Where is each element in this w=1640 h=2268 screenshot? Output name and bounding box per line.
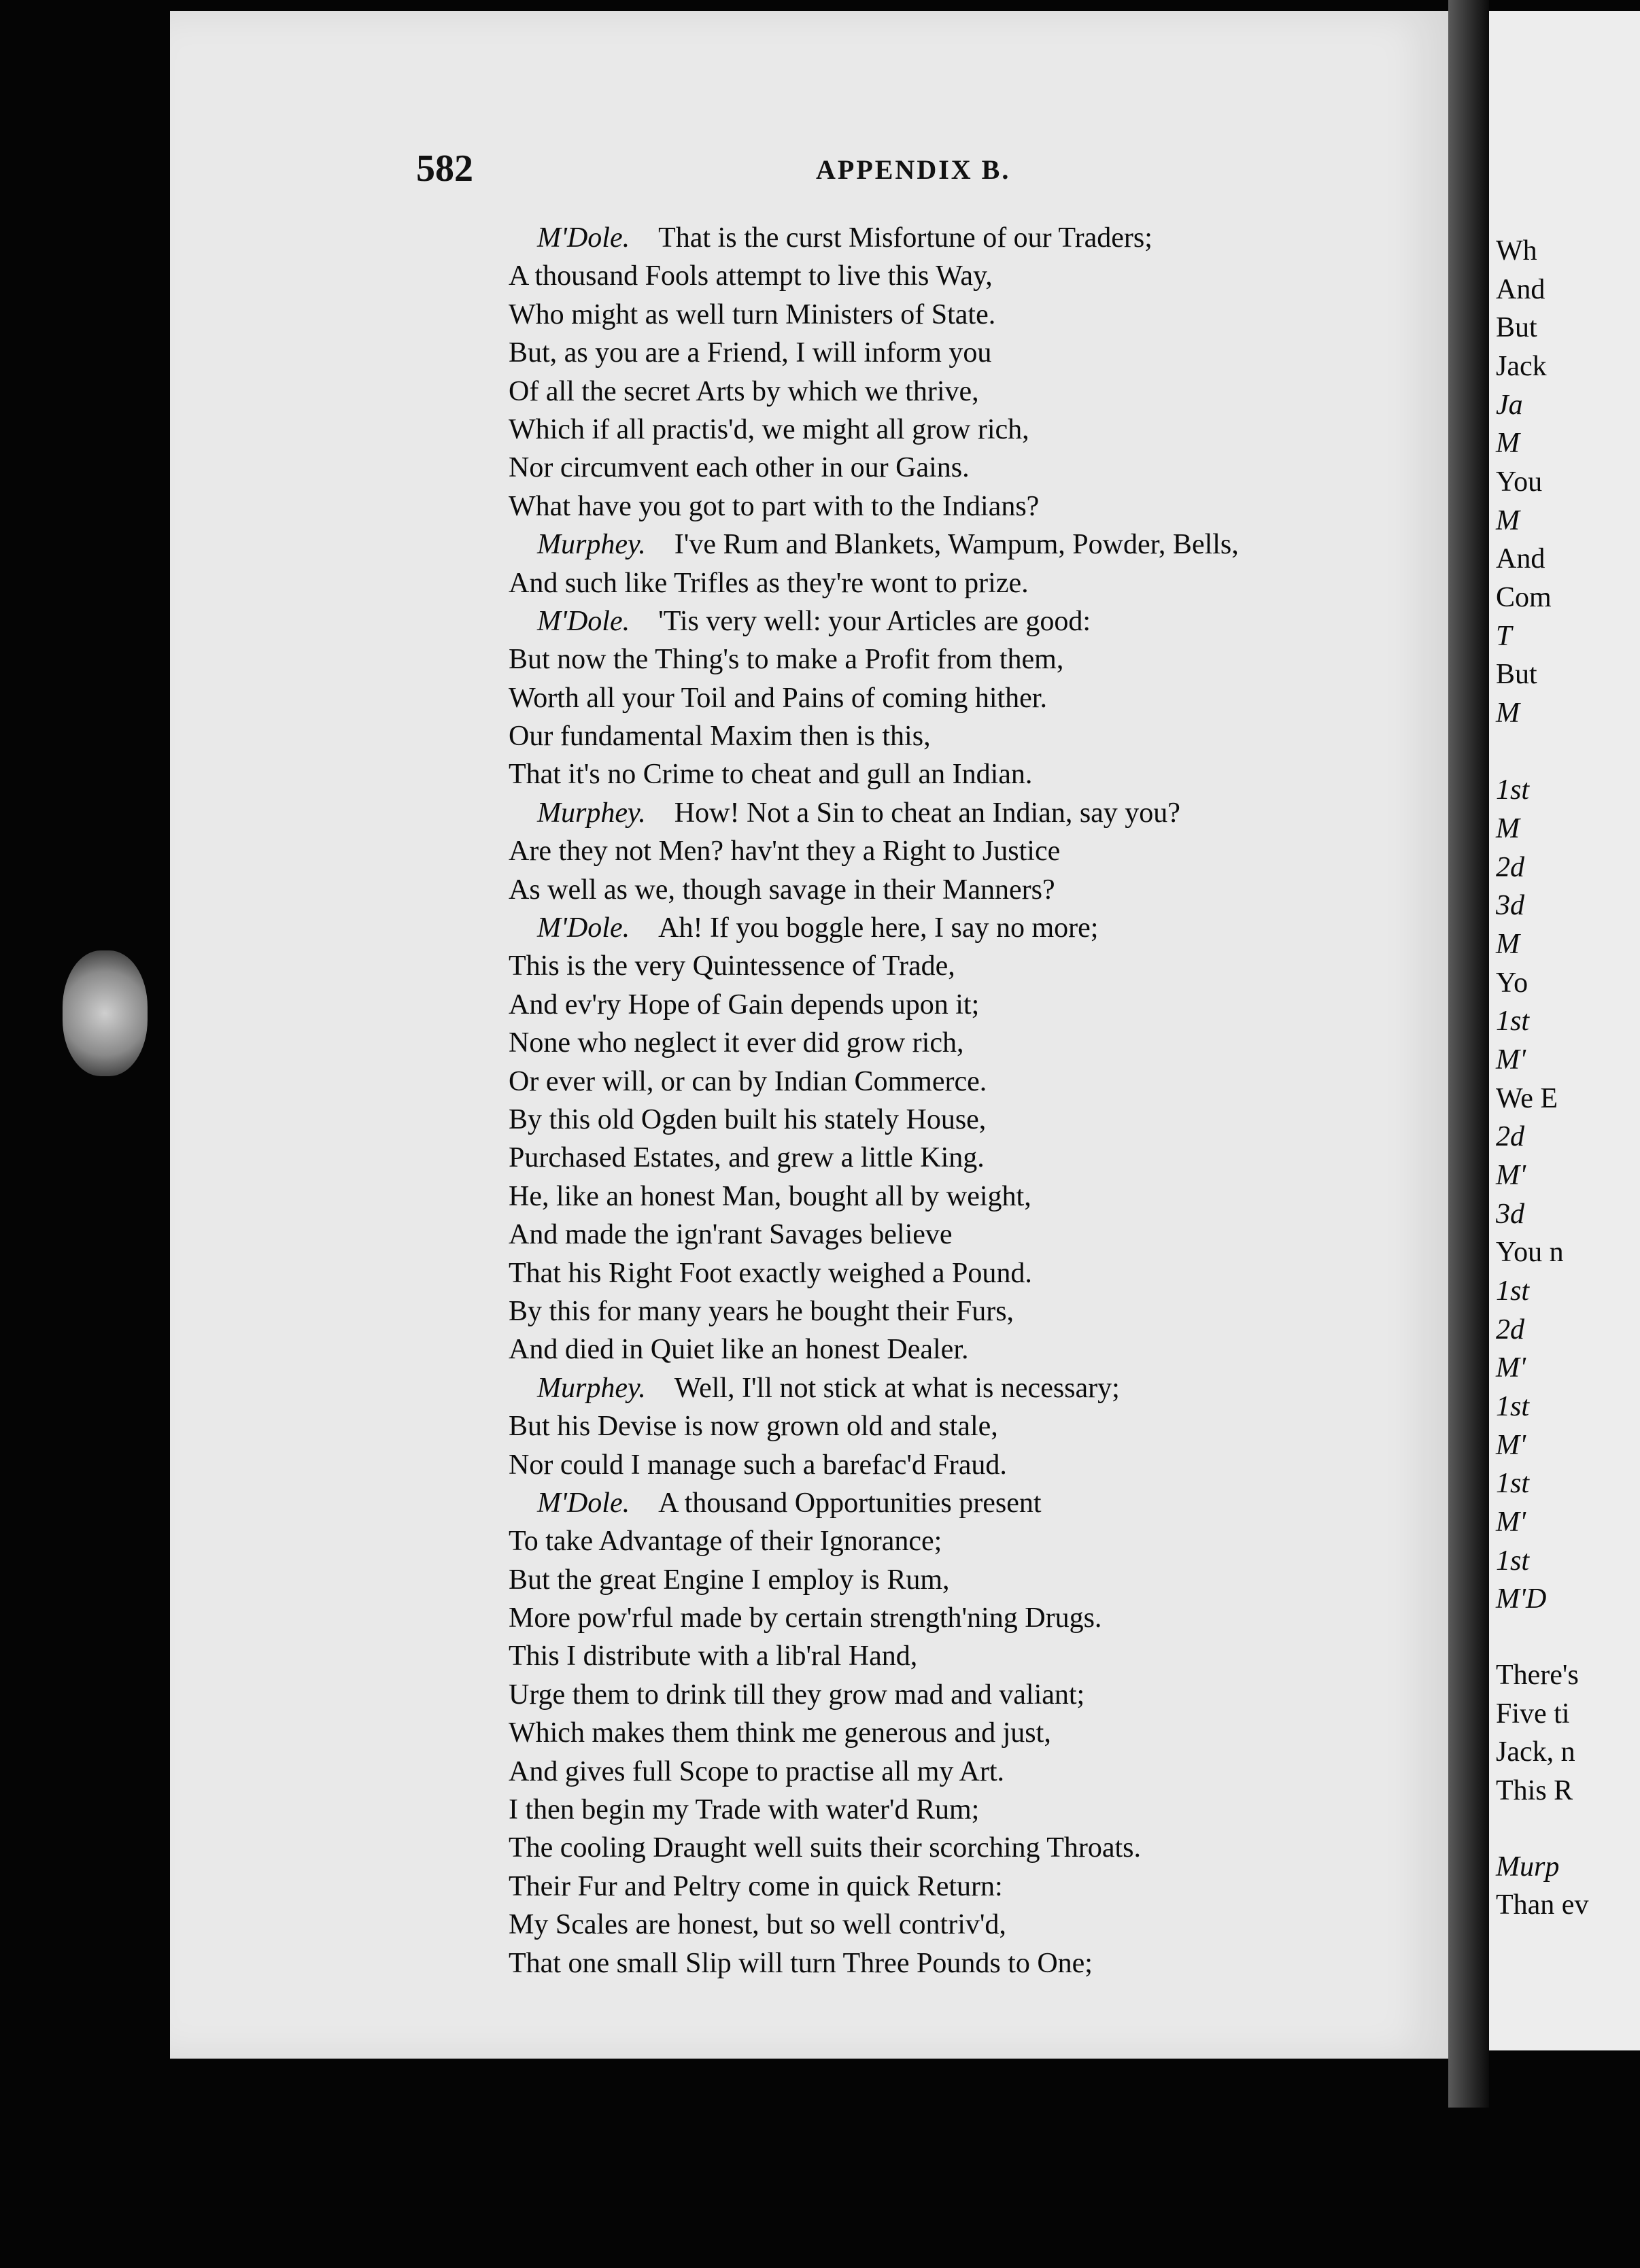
facing-page-fragment: M [1496, 813, 1520, 844]
verse-line [509, 296, 1433, 334]
verse-line [509, 1407, 1433, 1445]
facing-page-fragment: Wh [1496, 235, 1537, 267]
line-text: As well as we, though savage in their Manners? [509, 874, 1055, 906]
line-text: But the great Engine I employ is Rum, [509, 1564, 950, 1596]
facing-page-fragment: M' [1496, 1352, 1526, 1384]
verse-line [509, 334, 1433, 372]
verse-line [509, 1753, 1433, 1791]
facing-page-fragment: Jack, n [1496, 1736, 1575, 1768]
line-text: That his Right Foot exactly weighed a Pound. [509, 1257, 1032, 1289]
facing-page-fragment: We E [1496, 1083, 1558, 1114]
verse-line [509, 1216, 1433, 1254]
facing-page-fragment: You [1496, 466, 1543, 498]
book-gutter [1448, 0, 1489, 2108]
facing-page-fragment: Than ev [1496, 1889, 1589, 1921]
verse-line [509, 1522, 1433, 1560]
facing-page-fragment: Five ti [1496, 1698, 1570, 1730]
verse-line [509, 1446, 1433, 1484]
verse-line [509, 1868, 1433, 1906]
facing-page-fragment: 3d [1496, 1199, 1524, 1230]
line-text: I then begin my Trade with water'd Rum; [509, 1794, 980, 1826]
line-text: To take Advantage of their Ignorance; [509, 1526, 942, 1558]
page-number: 582 [416, 148, 473, 190]
verse-line [509, 1101, 1433, 1139]
verse-line [509, 1714, 1433, 1752]
verse-line [509, 487, 1433, 526]
line-text: My Scales are honest, but so well contriv'd, [509, 1909, 1006, 1941]
facing-page-fragment: Yo [1496, 967, 1528, 999]
line-text: Who might as well turn Ministers of State. [509, 298, 996, 330]
line-text: And such like Trifles as they're wont to prize. [509, 567, 1029, 599]
facing-page-fragment: M' [1496, 1430, 1526, 1461]
line-text: Ah! If you boggle here, I say no more; [658, 912, 1099, 944]
verse-line [509, 1944, 1433, 1982]
facing-page-fragment: 1st [1496, 1468, 1530, 1499]
facing-page-fragment: You n [1496, 1237, 1564, 1268]
line-text: Purchased Estates, and grew a little King. [509, 1142, 985, 1174]
verse-line [509, 1906, 1433, 1944]
line-text: Their Fur and Peltry come in quick Return: [509, 1870, 1003, 1902]
verse-line [509, 411, 1433, 449]
speaker-name: Murphey. [537, 797, 646, 829]
facing-page-fragment: M' [1496, 1160, 1526, 1191]
line-text: Urge them to drink till they grow mad and valiant; [509, 1679, 1085, 1711]
verse-line [509, 1330, 1433, 1369]
verse-line [509, 1178, 1433, 1216]
speaker-name: M'Dole. [537, 222, 630, 254]
line-text: And made the ign'rant Savages believe [509, 1219, 953, 1251]
facing-page-fragment: 1st [1496, 1545, 1530, 1577]
facing-page-fragment: 3d [1496, 890, 1524, 921]
line-text: Which if all practis'd, we might all grow rich, [509, 413, 1029, 445]
verse-line [509, 794, 1433, 832]
facing-page-fragment: T [1496, 621, 1512, 652]
line-text: That is the curst Misfortune of our Traders; [658, 222, 1152, 254]
verse-line [509, 717, 1433, 755]
line-text: This I distribute with a lib'ral Hand, [509, 1640, 918, 1672]
line-text: But, as you are a Friend, I will inform you [509, 337, 992, 369]
verse-line [509, 1791, 1433, 1829]
facing-page-fragment: M' [1496, 1044, 1526, 1076]
facing-page-fragment: 1st [1496, 1006, 1530, 1037]
line-text: By this for many years he bought their Furs, [509, 1295, 1014, 1327]
scan-speck [63, 950, 148, 1076]
facing-page-fragment: And [1496, 274, 1545, 305]
line-text: More pow'rful made by certain strength'ning Drugs. [509, 1602, 1102, 1634]
speaker-name: M'Dole. [537, 605, 630, 637]
facing-page-fragment: M'D [1496, 1583, 1547, 1615]
speaker-name: Murphey. [537, 529, 646, 561]
facing-page-fragment: M [1496, 929, 1520, 960]
line-text: But now the Thing's to make a Profit from them, [509, 644, 1064, 676]
line-text: Or ever will, or can by Indian Commerce. [509, 1065, 987, 1097]
facing-page-fragment: 1st [1496, 774, 1530, 806]
verse-line [509, 257, 1433, 295]
facing-page-fragment: But [1496, 312, 1537, 343]
running-head-title: APPENDIX B. [816, 154, 1011, 185]
verse-line [509, 373, 1433, 411]
verse-line [509, 1829, 1433, 1867]
verse-line [509, 1292, 1433, 1330]
facing-page-fragment: 2d [1496, 852, 1524, 883]
line-text: I've Rum and Blankets, Wampum, Powder, Bells, [674, 529, 1239, 561]
verse-line [509, 602, 1433, 640]
verse-line [509, 449, 1433, 487]
facing-page-fragment: Murp [1496, 1851, 1560, 1883]
verse-line [509, 1024, 1433, 1062]
facing-page-fragment: Ja [1496, 390, 1523, 421]
facing-page-fragment: 2d [1496, 1314, 1524, 1345]
verse-line [509, 947, 1433, 985]
facing-page-fragment: M [1496, 698, 1520, 729]
line-text: Of all the secret Arts by which we thrive, [509, 375, 979, 407]
verse-line [509, 1561, 1433, 1599]
verse-line [509, 1369, 1433, 1407]
verse-line [509, 1599, 1433, 1637]
verse-line [509, 832, 1433, 870]
facing-page-fragment: 1st [1496, 1391, 1530, 1422]
line-text: Are they not Men? hav'nt they a Right to Justice [509, 836, 1061, 867]
line-text: Which makes them think me generous and just, [509, 1717, 1051, 1749]
facing-page-fragment: 1st [1496, 1275, 1530, 1307]
line-text: That it's no Crime to cheat and gull an Indian. [509, 759, 1033, 791]
facing-page-fragment: M' [1496, 1507, 1526, 1538]
verse-line [509, 986, 1433, 1024]
line-text: Nor could I manage such a barefac'd Fraud. [509, 1449, 1007, 1481]
verse-line [509, 679, 1433, 717]
verse-line [509, 219, 1433, 257]
facing-page-fragment: This R [1496, 1775, 1573, 1806]
line-text: A thousand Fools attempt to live this Way, [509, 260, 993, 292]
verse-line [509, 1063, 1433, 1101]
verse-line [509, 1676, 1433, 1714]
line-text: A thousand Opportunities present [658, 1487, 1042, 1519]
line-text: The cooling Draught well suits their scorching Throats. [509, 1832, 1142, 1864]
line-text: None who neglect it ever did grow rich, [509, 1027, 964, 1059]
facing-page-fragment: There's [1496, 1660, 1579, 1691]
line-text: What have you got to part with to the Indians? [509, 490, 1040, 522]
line-text: Nor circumvent each other in our Gains. [509, 452, 970, 484]
verse-text [509, 219, 1433, 1982]
facing-page-fragment: M [1496, 428, 1520, 459]
facing-page-fragment: Jack [1496, 351, 1547, 382]
line-text: By this old Ogden built his stately House, [509, 1103, 987, 1135]
facing-page-fragment: But [1496, 659, 1537, 690]
speaker-name: M'Dole. [537, 912, 630, 944]
verse-line [509, 1139, 1433, 1177]
facing-page-fragment: Com [1496, 582, 1552, 613]
line-text: That one small Slip will turn Three Pounds to One; [509, 1947, 1093, 1979]
line-text: Worth all your Toil and Pains of coming hither. [509, 682, 1047, 714]
verse-line [509, 640, 1433, 678]
line-text: 'Tis very well: your Articles are good: [658, 605, 1091, 637]
verse-line [509, 564, 1433, 602]
verse-line [509, 755, 1433, 793]
line-text: And died in Quiet like an honest Dealer. [509, 1334, 969, 1366]
verse-line [509, 526, 1433, 564]
line-text: And gives full Scope to practise all my Art. [509, 1755, 1005, 1787]
speaker-name: Murphey. [537, 1372, 646, 1404]
line-text: But his Devise is now grown old and stale, [509, 1411, 998, 1443]
speaker-name: M'Dole. [537, 1487, 630, 1519]
facing-page-fragment: And [1496, 543, 1545, 574]
line-text: Our fundamental Maxim then is this, [509, 721, 931, 753]
verse-line [509, 1254, 1433, 1292]
line-text: How! Not a Sin to cheat an Indian, say you? [674, 797, 1180, 829]
line-text: Well, I'll not stick at what is necessary; [674, 1372, 1120, 1404]
verse-line [509, 1484, 1433, 1522]
facing-page-fragment: 2d [1496, 1121, 1524, 1152]
facing-page-fragment: M [1496, 505, 1520, 536]
verse-line [509, 1637, 1433, 1675]
line-text: And ev'ry Hope of Gain depends upon it; [509, 989, 980, 1020]
verse-line [509, 909, 1433, 947]
facing-page [1489, 11, 1640, 2050]
running-head [170, 147, 1448, 188]
verse-line [509, 871, 1433, 909]
line-text: This is the very Quintessence of Trade, [509, 950, 955, 982]
line-text: He, like an honest Man, bought all by weight, [509, 1180, 1031, 1212]
